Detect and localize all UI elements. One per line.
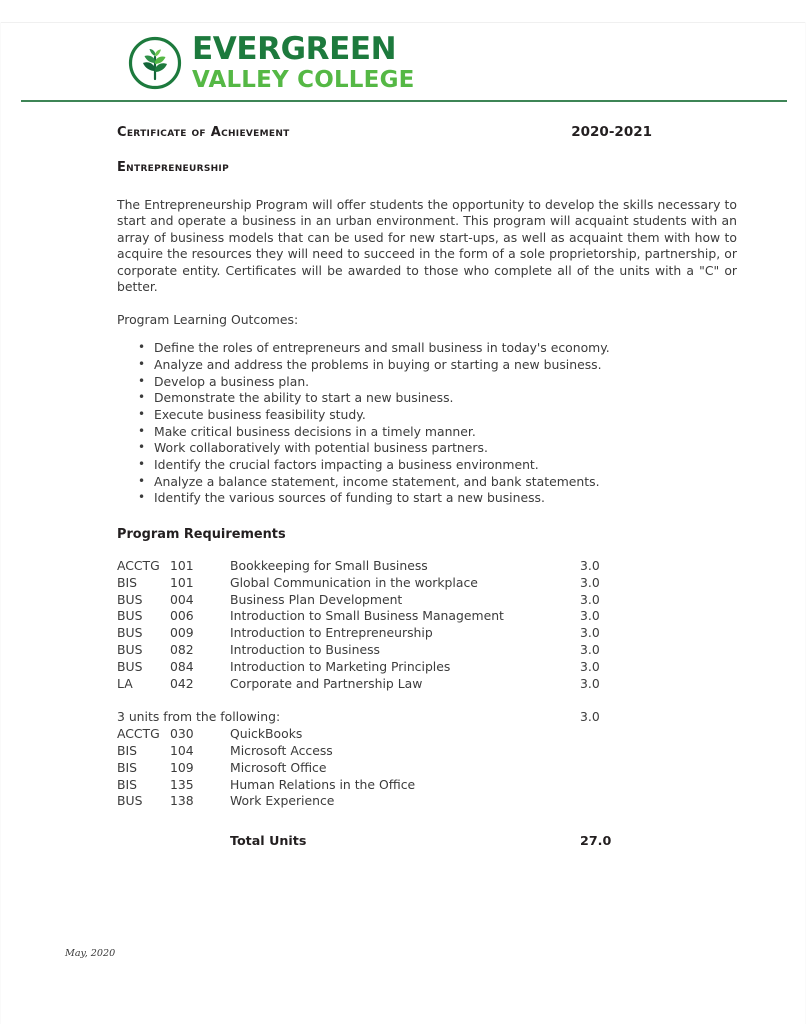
page-left-edge: [0, 22, 1, 1024]
course-requirements-table: [117, 558, 662, 849]
list-item: • Develop a business plan.: [138, 374, 739, 391]
course-units: 3.0: [580, 591, 600, 607]
total-spacer-dept: [117, 832, 170, 849]
list-item: • Define the roles of entrepreneurs and small business in today's economy.: [138, 340, 739, 357]
total-units-value: 27.0: [580, 833, 612, 849]
course-title: Introduction to Marketing Principles: [230, 658, 451, 674]
total-units-row: [117, 832, 662, 849]
course-number: 135: [170, 776, 194, 792]
course-number: 004: [170, 591, 194, 607]
learning-outcomes-label: Program Learning Outcomes:: [117, 312, 299, 328]
course-title: QuickBooks: [230, 726, 303, 742]
leaf-circle-emblem-icon: [128, 36, 182, 90]
course-units: [580, 777, 662, 794]
spacer-cell: [117, 692, 662, 709]
course-number: 109: [170, 759, 194, 775]
course-number: 138: [170, 793, 194, 809]
table-row: [117, 558, 662, 575]
elective-requirement-label: 3 units from the following:: [117, 709, 281, 725]
logo-wordmark: [192, 31, 415, 93]
list-item: • Demonstrate the ability to start a new business.: [138, 390, 739, 407]
table-row: [117, 659, 662, 676]
course-number: 082: [170, 641, 194, 657]
course-units: 3.0: [580, 675, 600, 691]
course-number: 042: [170, 675, 194, 691]
list-item: • Make critical business decisions in a timely manner.: [138, 424, 739, 441]
course-dept: BUS: [117, 793, 143, 809]
course-dept: BIS: [117, 742, 138, 758]
table-row: [117, 592, 662, 609]
course-dept: BIS: [117, 574, 138, 590]
course-title: Bookkeeping for Small Business: [230, 557, 428, 573]
table-row: [117, 793, 662, 810]
learning-outcomes-list: [117, 340, 739, 507]
list-item: • Identify the various sources of funding to start a new business.: [138, 490, 739, 507]
course-dept: BUS: [117, 608, 143, 624]
award-type-heading: Certificate of Achievement: [117, 125, 290, 140]
course-units: [580, 726, 662, 743]
table-row: [117, 625, 662, 642]
course-dept: ACCTG: [117, 726, 160, 742]
table-row: [117, 726, 662, 743]
document-body: [117, 120, 739, 849]
program-name-heading: Entrepreneurship: [117, 160, 229, 175]
course-title: Global Communication in the workplace: [230, 574, 478, 590]
course-units: 3.0: [580, 608, 600, 624]
table-row: [117, 608, 662, 625]
course-dept: BUS: [117, 658, 143, 674]
course-title: Corporate and Partnership Law: [230, 675, 423, 691]
list-item: • Work collaboratively with potential business partners.: [138, 440, 739, 457]
course-title: Work Experience: [230, 793, 335, 809]
course-dept: BIS: [117, 776, 138, 792]
course-number: 030: [170, 726, 194, 742]
footer-revision-date: May, 2020: [65, 948, 116, 959]
course-units: 3.0: [580, 625, 600, 641]
elective-requirement-units: 3.0: [580, 709, 600, 725]
award-title-row: [117, 124, 739, 140]
table-spacer-row: [117, 692, 662, 709]
course-number: 104: [170, 742, 194, 758]
program-requirements-heading: Program Requirements: [117, 526, 286, 542]
course-units: 3.0: [580, 658, 600, 674]
course-number: 009: [170, 625, 194, 641]
list-item: • Execute business feasibility study.: [138, 407, 739, 424]
course-units: 3.0: [580, 574, 600, 590]
logo-line-valley-college: VALLEY COLLEGE: [192, 67, 415, 93]
table-row: [117, 777, 662, 794]
course-units: [580, 760, 662, 777]
course-units: 3.0: [580, 557, 600, 573]
list-item: • Identify the crucial factors impacting a business environment.: [138, 457, 739, 474]
table-spacer-row: [117, 810, 662, 832]
list-item: • Analyze and address the problems in buying or starting a new business.: [138, 357, 739, 374]
elective-requirement-row: [117, 709, 662, 726]
table-row: [117, 743, 662, 760]
table-row: [117, 642, 662, 659]
course-title: Introduction to Business: [230, 641, 380, 657]
course-dept: ACCTG: [117, 557, 160, 573]
course-dept: BUS: [117, 641, 143, 657]
total-units-label: Total Units: [230, 833, 307, 849]
course-units: [580, 793, 662, 810]
course-number: 101: [170, 557, 194, 573]
catalog-year: 2020-2021: [571, 124, 652, 140]
list-item: • Analyze a balance statement, income statement, and bank statements.: [138, 474, 739, 491]
course-units: [580, 743, 662, 760]
table-row: [117, 575, 662, 592]
course-number: 084: [170, 658, 194, 674]
course-dept: BIS: [117, 759, 138, 775]
course-title: Business Plan Development: [230, 591, 403, 607]
course-title: Introduction to Entrepreneurship: [230, 625, 433, 641]
course-dept: BUS: [117, 625, 143, 641]
course-units: 3.0: [580, 641, 600, 657]
college-logo: [128, 31, 415, 93]
course-title: Introduction to Small Business Management: [230, 608, 504, 624]
table-row: [117, 676, 662, 693]
program-description-paragraph: The Entrepreneurship Program will offer students the opportunity to develop the skills necessary to start and operate a business in an urban environment. This program will acquaint students with an array of business models that can be used for new start-ups, as well as acquaint them with how to acquire the resources they will need to succeed in the form of a sole proprietorship, partnership, or corporate entity. Certificates will be awarded to those who complete all of the units with a "C" or better.: [117, 197, 737, 294]
course-title: Microsoft Office: [230, 759, 327, 775]
logo-line-evergreen: EVERGREEN: [192, 31, 397, 67]
course-title: Human Relations in the Office: [230, 776, 416, 792]
total-spacer-num: [170, 832, 230, 849]
course-dept: LA: [117, 675, 133, 691]
course-title: Microsoft Access: [230, 742, 333, 758]
spacer-cell: [117, 810, 662, 832]
course-number: 006: [170, 608, 194, 624]
course-dept: BUS: [117, 591, 143, 607]
header-divider-rule: [21, 100, 787, 102]
table-row: [117, 760, 662, 777]
course-number: 101: [170, 574, 194, 590]
page-top-edge: [0, 0, 806, 23]
